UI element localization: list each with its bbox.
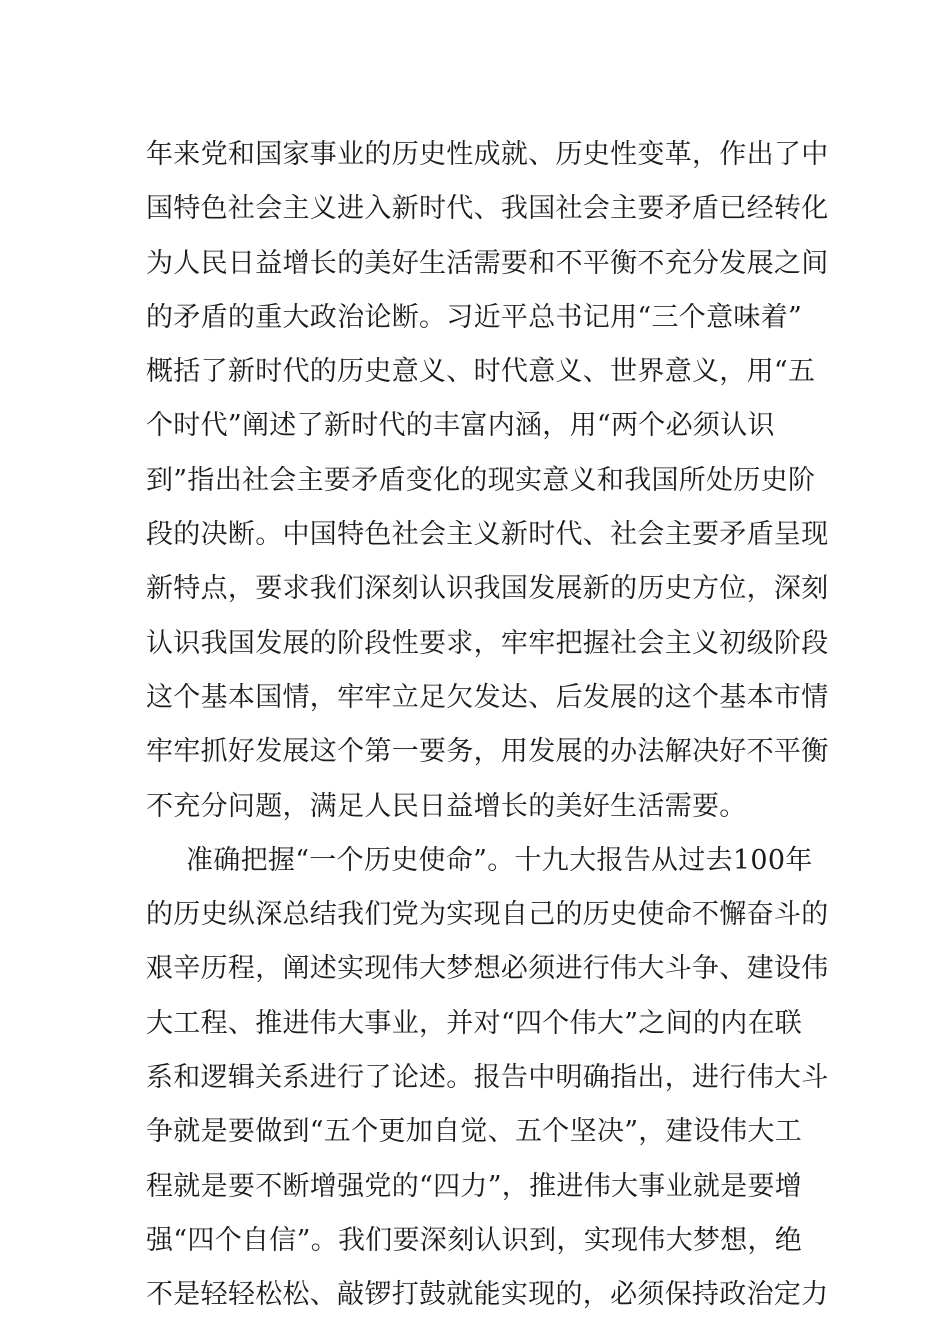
paragraph-continuation xyxy=(146,128,829,834)
body-text xyxy=(146,128,829,1323)
text-line: 年来党和国家事业的历史性成就、历史性变革，作出了中 xyxy=(146,139,829,170)
text-line: 系和逻辑关系进行了论述。报告中明确指出，进行伟大斗 xyxy=(146,1062,829,1094)
text-line: 到”指出社会主要矛盾变化的现实意义和我国所处历史阶 xyxy=(146,464,816,496)
text-line: 准确把握“一个历史使命”。十九大报告从过去100年 xyxy=(186,844,813,876)
text-line: 这个基本国情，牢牢立足欠发达、后发展的这个基本市情 xyxy=(146,681,829,713)
text-line: 不是轻轻松松、敲锣打鼓就能实现的，必须保持政治定力 xyxy=(146,1279,829,1311)
text-line: 牢牢抓好发展这个第一要务，用发展的办法解决好不平衡 xyxy=(146,736,829,768)
text-line: 的历史纵深总结我们党为实现自己的历史使命不懈奋斗的 xyxy=(146,899,829,931)
text-line: 段的决断。中国特色社会主义新时代、社会主要矛盾呈现 xyxy=(146,519,829,551)
text-line: 程就是要不断增强党的“四力”，推进伟大事业就是要增 xyxy=(146,1170,803,1202)
text-line: 认识我国发展的阶段性要求，牢牢把握社会主义初级阶段 xyxy=(146,627,829,659)
text-line: 国特色社会主义进入新时代、我国社会主要矛盾已经转化 xyxy=(146,193,829,225)
text-line: 艰辛历程，阐述实现伟大梦想必须进行伟大斗争、建设伟 xyxy=(146,953,829,985)
text-line: 概括了新时代的历史意义、时代意义、世界意义，用“五 xyxy=(146,356,816,388)
text-line: 争就是要做到“五个更加自觉、五个坚决”，建设伟大工 xyxy=(146,1116,803,1148)
text-line: 强“四个自信”。我们要深刻认识到，实现伟大梦想，绝 xyxy=(146,1224,803,1256)
text-line: 不充分问题，满足人民日益增长的美好生活需要。 xyxy=(146,790,747,822)
text-line: 新特点，要求我们深刻认识我国发展新的历史方位，深刻 xyxy=(146,573,829,605)
text-line: 为人民日益增长的美好生活需要和不平衡不充分发展之间 xyxy=(146,247,829,279)
paragraph-historical-mission xyxy=(146,834,829,1323)
text-line: 大工程、推进伟大事业，并对“四个伟大”之间的内在联 xyxy=(146,1007,803,1039)
text-line: 个时代”阐述了新时代的丰富内涵，用“两个必须认识 xyxy=(146,410,775,442)
text-line: 的矛盾的重大政治论断。习近平总书记用“三个意味着” xyxy=(146,301,803,333)
